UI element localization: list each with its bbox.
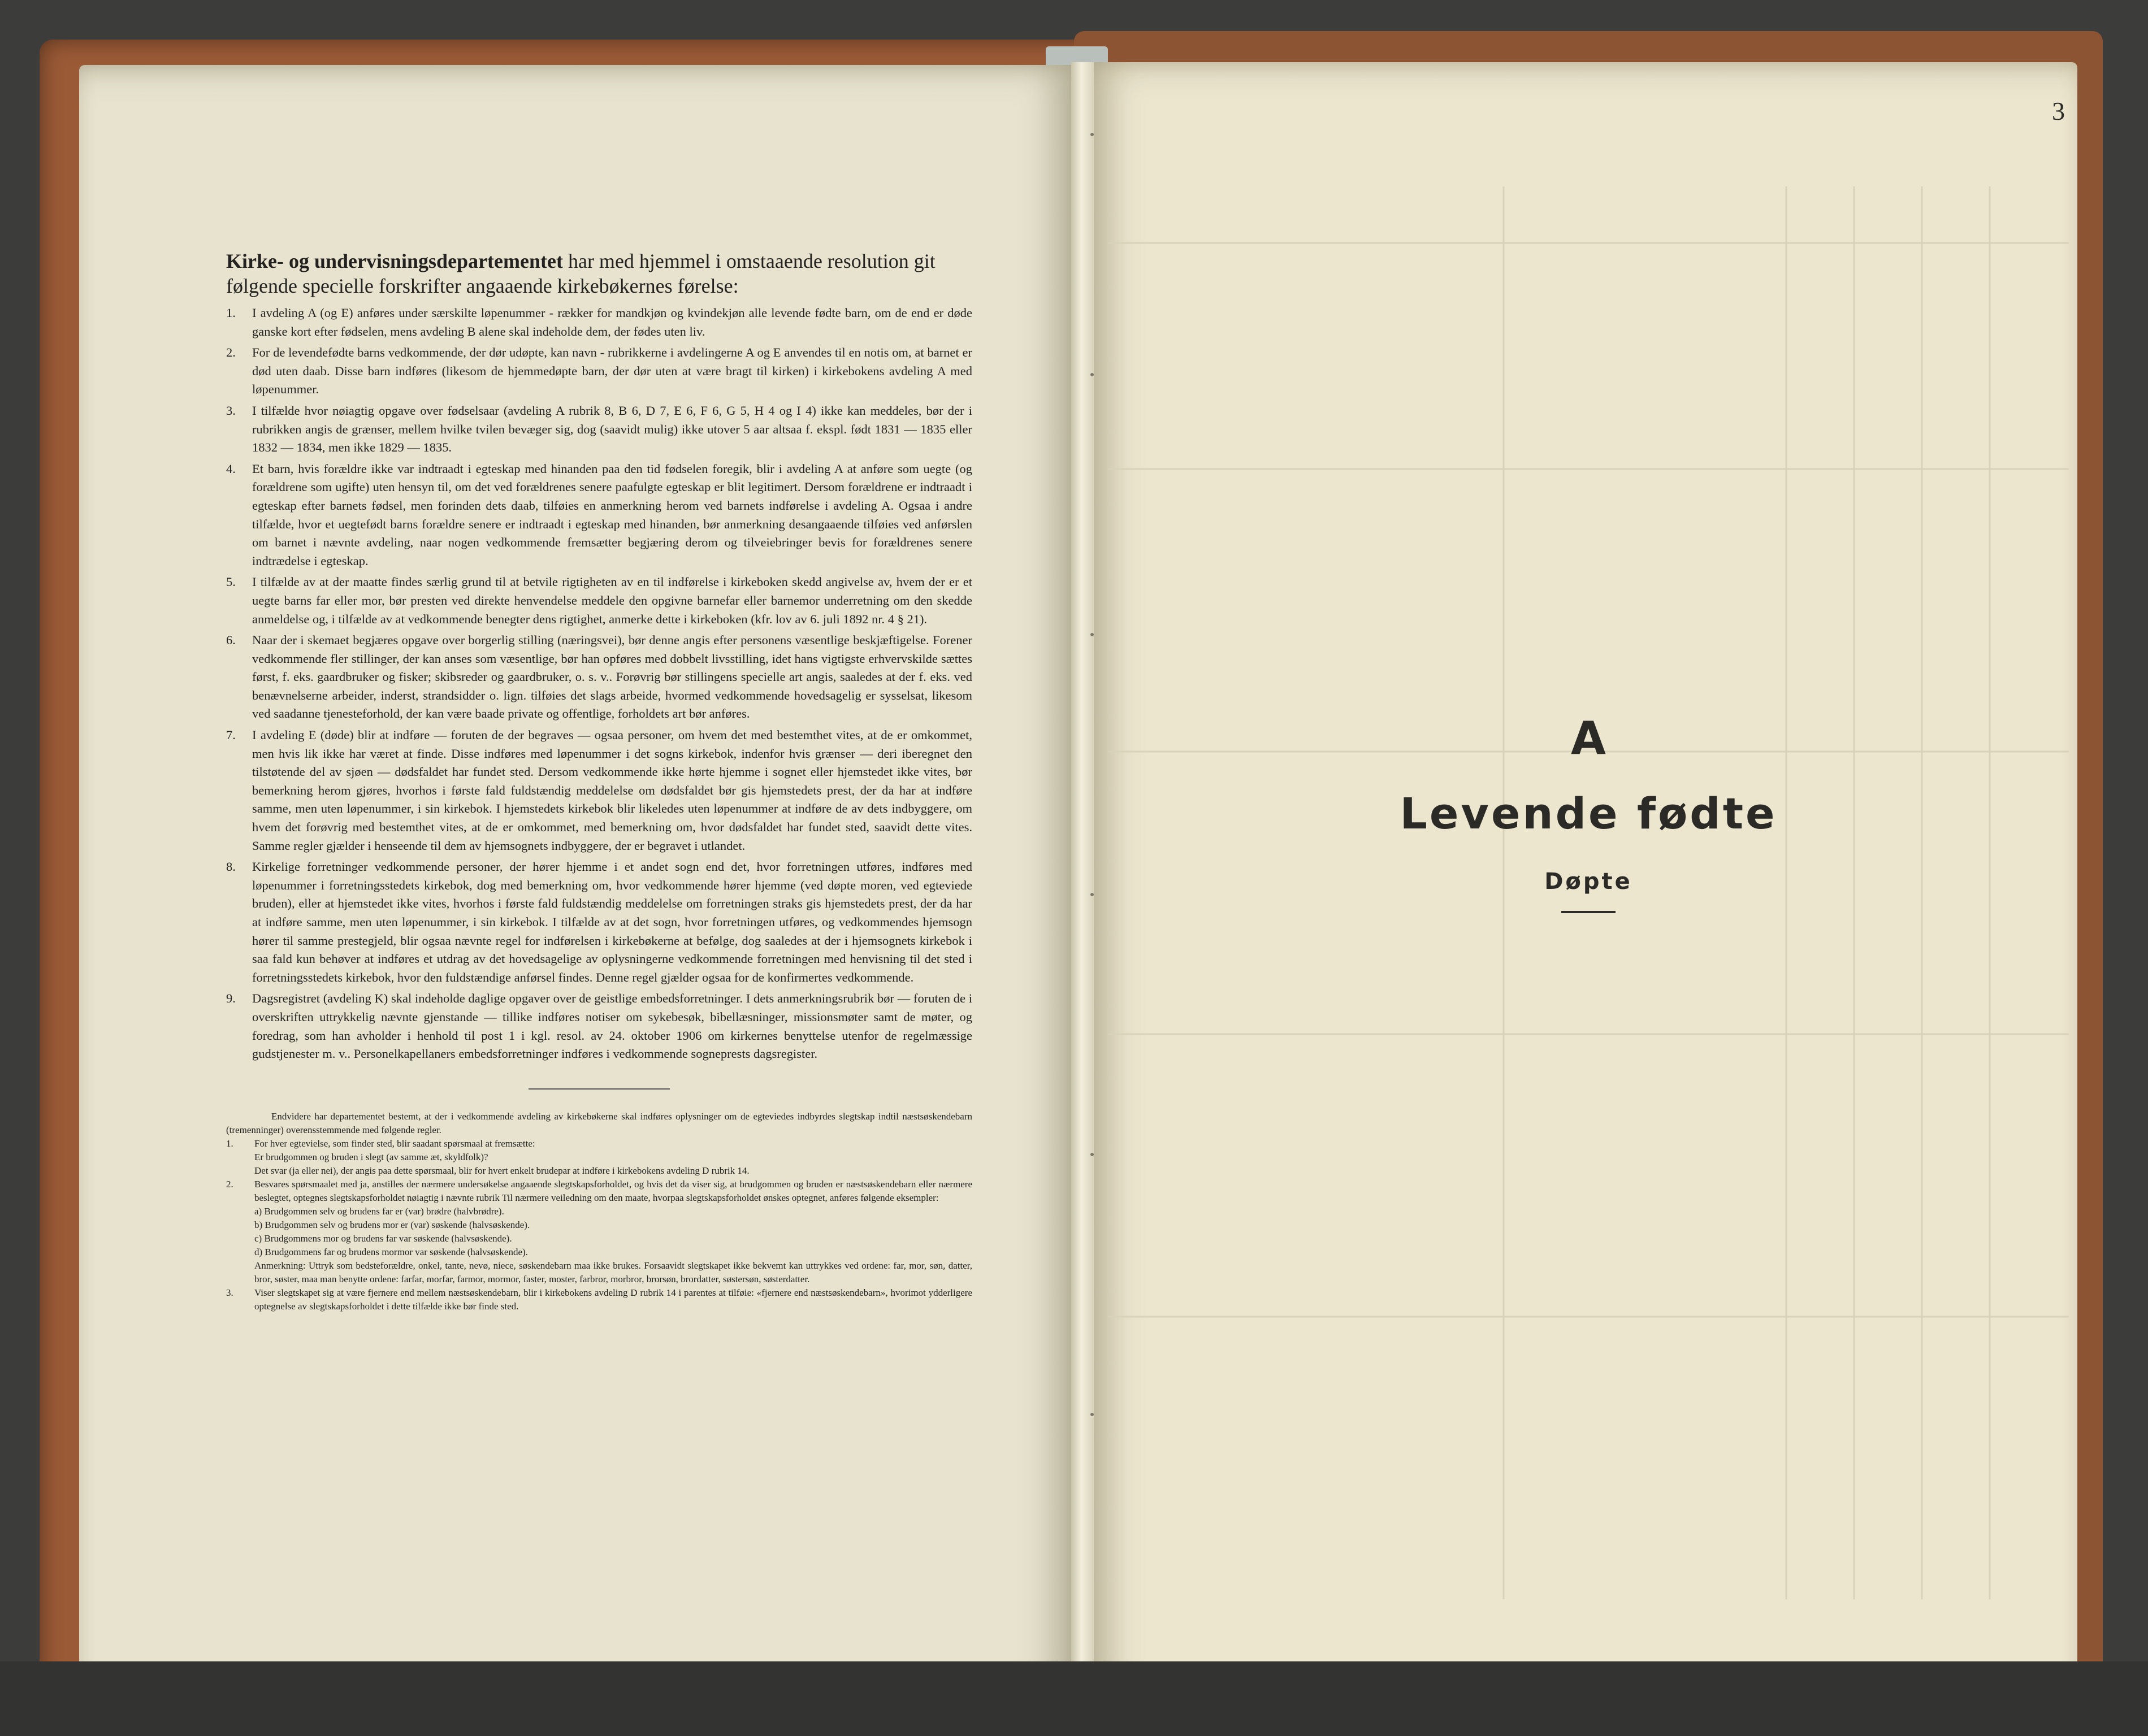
scan-background-strip bbox=[0, 1661, 2148, 1736]
regulation-text: Naar der i skemaet begjæres opgave over borgerlig stilling (næringsvei), bør denne angis efter personens væsentlige beskjæftigelse. Forener vedkommende fler stillinger, der kan anses som væsentlige, bør han opføres med dobbelt livsstilling, idet hans vigtigste erhvervskilde sættes først, f. eks. gaardbruker og fisker; skibsreder og gaardbruker, o. s. v.. Forøvrig bør stillingens specielle art angis, saaledes at der f. eks. ved benævnelserne arbeider, inderst, strandsidder o. lign. tilføies det slags arbeide, hvormed vedkommende hovedsagelig er sysselsat, likesom ved saadanne tjenesteforhold, der kan være baade private og offentlige, forholdets art bør anføres. bbox=[252, 633, 972, 721]
appendix-item bbox=[226, 1286, 972, 1313]
regulation-item bbox=[226, 573, 972, 628]
regulation-list bbox=[226, 304, 972, 1064]
page-number: 3 bbox=[2052, 97, 2065, 125]
regulation-item bbox=[226, 858, 972, 987]
regulation-item bbox=[226, 304, 972, 341]
section-title: Levende fødte bbox=[1400, 788, 1777, 839]
appendix-text: Besvares spørsmaalet med ja, anstilles der nærmere undersøkelse angaaende slegtskapsforholdet, og hvis det da viser sig, at brudgommen og bruden er næstsøskendebarn eller nærmere beslegtet, optegnes slegtskapsforholdet nøiagtig i nævnte rubrik Til nærmere veiledning om den maate, hvorpaa slegtskapsforholdet ønskes optegnet, anføres følgende eksempler: bbox=[254, 1178, 972, 1203]
regulation-number: 2. bbox=[226, 345, 236, 360]
appendix-item bbox=[226, 1245, 972, 1259]
appendix-text: Er brudgommen og bruden i slegt (av samme æt, skyldfolk)? bbox=[254, 1151, 488, 1162]
appendix-item bbox=[226, 1232, 972, 1245]
appendix-text: d) Brudgommens far og brudens mormor var søskende (halvsøskende). bbox=[254, 1246, 528, 1257]
regulation-number: 5. bbox=[226, 575, 236, 589]
regulation-number: 3. bbox=[226, 403, 236, 418]
stitch-mark bbox=[1090, 633, 1094, 636]
regulation-number: 6. bbox=[226, 633, 236, 648]
appendix-text: Viser slegtskapet sig at være fjernere end mellem næstsøskendebarn, blir i kirkebokens avdeling D rubrik 14 i parentes at tilføie: «fjernere end næstsøskendebarn», hvorimot ydderligere optegnelse av slegtskapsforholdet i dette tilfælde ikke bør finde sted. bbox=[254, 1287, 972, 1312]
regulations-text bbox=[226, 249, 972, 1313]
regulation-item bbox=[226, 726, 972, 855]
appendix-item bbox=[226, 1259, 972, 1286]
regulations-intro bbox=[226, 249, 972, 298]
regulation-item bbox=[226, 460, 972, 571]
regulation-number: 9. bbox=[226, 991, 236, 1006]
intro-bold: Kirke- og undervisningsdepartementet bbox=[226, 250, 563, 272]
section-subtitle: Døpte bbox=[1544, 869, 1632, 895]
appendix-item bbox=[226, 1218, 972, 1232]
appendix-text: a) Brudgommen selv og brudens far er (var) brødre (halvbrødre). bbox=[254, 1205, 504, 1217]
regulation-text: Dagsregistret (avdeling K) skal indeholde daglige opgaver over de geistlige embedsforretninger. I dets anmerkningsrubrik bør — foruten de i overskriften uttrykkelig nævnte gjenstande — tillike indføres notiser om sykebesøk, bibellæsninger, missionsmøter samt de møter, og foredrag, som han avholder i henhold til post 1 i kgl. resol. av 24. oktober 1906 om kirkernes benyttelse utenfor de regelmæssige gudstjenester m. v.. Personelkapellaners embedsforretninger indføres i vedkommende sogneprests dagsregister. bbox=[252, 991, 972, 1061]
regulation-text: I tilfælde hvor nøiagtig opgave over fødselsaar (avdeling A rubrik 8, B 6, D 7, E 6, F 6, G 5, H 4 og I 4) ikke kan meddeles, bør der i rubrikken angis de grænser, mellem hvilke tvilen bevæger sig, dog (saavidt mulig) ikke utover 5 aar altsaa f. ekspl. født 1831 — 1835 eller 1832 — 1834, men ikke 1829 — 1835. bbox=[252, 403, 972, 455]
intro-rest: har med hjemmel i omstaaende resolution git følgende specielle forskrifter angaaende kirkebøkernes førelse: bbox=[226, 250, 936, 297]
regulation-number: 1. bbox=[226, 306, 236, 320]
appendix-item bbox=[226, 1151, 972, 1164]
appendix-number: 1. bbox=[226, 1138, 233, 1149]
appendix-text: b) Brudgommen selv og brudens mor er (var) søskende (halvsøskende). bbox=[254, 1219, 530, 1230]
appendix-item bbox=[226, 1137, 972, 1151]
regulation-text: I avdeling E (døde) blir at indføre — foruten de der begraves — ogsaa personer, om hvem det med bestemthet vites, at de er omkommet, men hvis lik ikke har været at finde. Disse indføres med løpenummer i det sogns kirkebok, indenfor hvis grænser — deri iberegnet den tilstøtende del av sjøen — dødsfaldet har fundet sted. Dersom vedkommende ikke hørte hjemme i sognet eller hjemstedet ikke vites, bør bemerkning herom gjøres, hvorhos i første fald fuldstændig meddelelse om dødsfaldet bør gis hjemstedets prest, der da har at indføre samme, men uten løpenummer, i sin kirkebok. I hjemstedets kirkebok blir likeledes uten løpenummer at indføre de av dets indbyggere, om hvem det forøvrig med bestemthet vites, at de er omkommet, med bemerkning om, hvor dødsfaldet har fundet sted, saavidt dette vites. Samme regler gjælder i henseende til dem av hjemsognets indbyggere, der er begravet i utlandet. bbox=[252, 728, 972, 853]
appendix-list bbox=[226, 1137, 972, 1313]
appendix-intro: Endvidere har departementet bestemt, at der i vedkommende avdeling av kirkebøkerne skal indføres oplysninger om de egteviedes indbyrdes slegtskap indtil næstsøskendebarn (tremenninger) overensstemmende med følgende regler. bbox=[226, 1110, 972, 1135]
regulation-item bbox=[226, 344, 972, 399]
regulation-number: 4. bbox=[226, 461, 236, 476]
stitch-mark bbox=[1090, 133, 1094, 136]
appendix-text: For hver egtevielse, som finder sted, blir saadant spørsmaal at fremsætte: bbox=[254, 1138, 535, 1149]
stitch-mark bbox=[1090, 373, 1094, 376]
regulation-item bbox=[226, 631, 972, 723]
subtitle-underline bbox=[1561, 911, 1616, 913]
appendix-number: 3. bbox=[226, 1287, 233, 1298]
stitch-mark bbox=[1090, 1413, 1094, 1416]
regulation-text: I tilfælde av at der maatte findes særlig grund til at betvile rigtigheten av en til indførelse i kirkeboken skedd angivelse av, hvem der er et uegte barns far eller mor, bør presten ved direkte henvendelse meddele den opgivne barnefar eller barnemor underretning om den skedde anmeldelse og, i tilfælde av at vedkommende benegter dens rigtighet, anmerke dette i kirkeboken (kfr. lov av 6. juli 1892 nr. 4 § 21). bbox=[252, 575, 972, 626]
regulation-text: Et barn, hvis forældre ikke var indtraadt i egteskap med hinanden paa den tid fødselen foregik, blir i avdeling A at anføre som uegte (og forældrene som ugifte) uten hensyn til, om det ved forældrenes senere paafulgte egteskap er blit legitimert. Dersom forældrene er indtraadt i egteskap efter barnets fødsel, men forinden dets daab, tilføies en anmerkning herom ved barnets indførelse i avdeling A. Ogsaa i andre tilfælde, hvor et uegtefødt barns forældre senere er indtraadt i egteskap med hinanden, bør anmerkning desangaaende tilføies ved anførslen om barnet i nævnte avdeling, naar nogen vedkommende fremsætter begjæring derom og tilveiebringer bevis for forældrenes senere indtrædelse i egteskap. bbox=[252, 461, 972, 568]
appendix-text: c) Brudgommens mor og brudens far var søskende (halvsøskende). bbox=[254, 1232, 512, 1244]
regulation-item bbox=[226, 402, 972, 457]
regulation-item bbox=[226, 989, 972, 1063]
appendix-item bbox=[226, 1205, 972, 1218]
section-divider bbox=[529, 1088, 670, 1090]
regulation-number: 7. bbox=[226, 728, 236, 743]
appendix-text: Anmerkning: Uttryk som bedsteforældre, onkel, tante, nevø, niece, søskendebarn maa ikke brukes. Forsaavidt slegtskapet ikke bekvemt kan uttrykkes ved ordene: far, mor, søn, datter, bror, søster, maa man benytte ordene: farfar, morfar, farmor, mormor, faster, moster, farbror, morbror, brorsøn, brordatter, søstersøn, søsterdatter. bbox=[254, 1260, 972, 1284]
appendix-number: 2. bbox=[226, 1178, 233, 1190]
appendix-item bbox=[226, 1178, 972, 1205]
appendix-text: Det svar (ja eller nei), der angis paa dette spørsmaal, blir for hvert enkelt brudepar at indføre i kirkebokens avdeling D rubrik 14. bbox=[254, 1165, 750, 1176]
book-gutter bbox=[1071, 62, 1094, 1718]
regulation-text: For de levendefødte barns vedkommende, der dør udøpte, kan navn - rubrikkerne i avdelingerne A og E anvendes til en notis om, at barnet er død uten daab. Disse barn indføres (likesom de hjemmedøpte barn, der dør uten at være bragt til kirken) i kirkebokens avdeling A med løpenummer. bbox=[252, 345, 972, 397]
stitch-mark bbox=[1090, 893, 1094, 896]
regulation-text: I avdeling A (og E) anføres under særskilte løpenummer - rækker for mandkjøn og kvindekjøn alle levende fødte barn, om de end er døde ganske kort efter fødselen, mens avdeling B alene skal indeholde dem, der fødes uten liv. bbox=[252, 306, 972, 338]
stitch-mark bbox=[1090, 1153, 1094, 1156]
appendix bbox=[226, 1110, 972, 1313]
regulation-number: 8. bbox=[226, 860, 236, 874]
regulation-text: Kirkelige forretninger vedkommende personer, der hører hjemme i et andet sogn end det, hvor forretningen utføres, indføres med løpenummer i forretningsstedets kirkebok, dog med bemerkning om, hvor vedkommende hører hjemme (ved døpte moren, ved egteviede bruden), eller at hjemstedet ikke vites, hvorhos i første fald fuldstændig meddelelse om forretningen straks gis hjemstedets prest, der da har at indføre samme, men uten løpenummer, i sin kirkebok. I tilfælde av at det sogn, hvor forretningen utføres, og vedkommendes hjemsogn hører til samme prestegjeld, blir ogsaa nævnte regel for indførelsen i kirkebøkerne at befølge, dog saaledes at der i hjemsognets kirkebok i saa fald kun behøver at indføres et utdrag av det hovedsagelige av oplysningerne vedkommende forretningen med henvisning til det sted i forretningsstedets kirkebok, hvor den fuldstændige anførsel findes. Denne regel gjælder ogsaa for de konfirmertes vedkommende. bbox=[252, 860, 972, 984]
appendix-item bbox=[226, 1164, 972, 1178]
section-letter: A bbox=[1571, 712, 1606, 765]
